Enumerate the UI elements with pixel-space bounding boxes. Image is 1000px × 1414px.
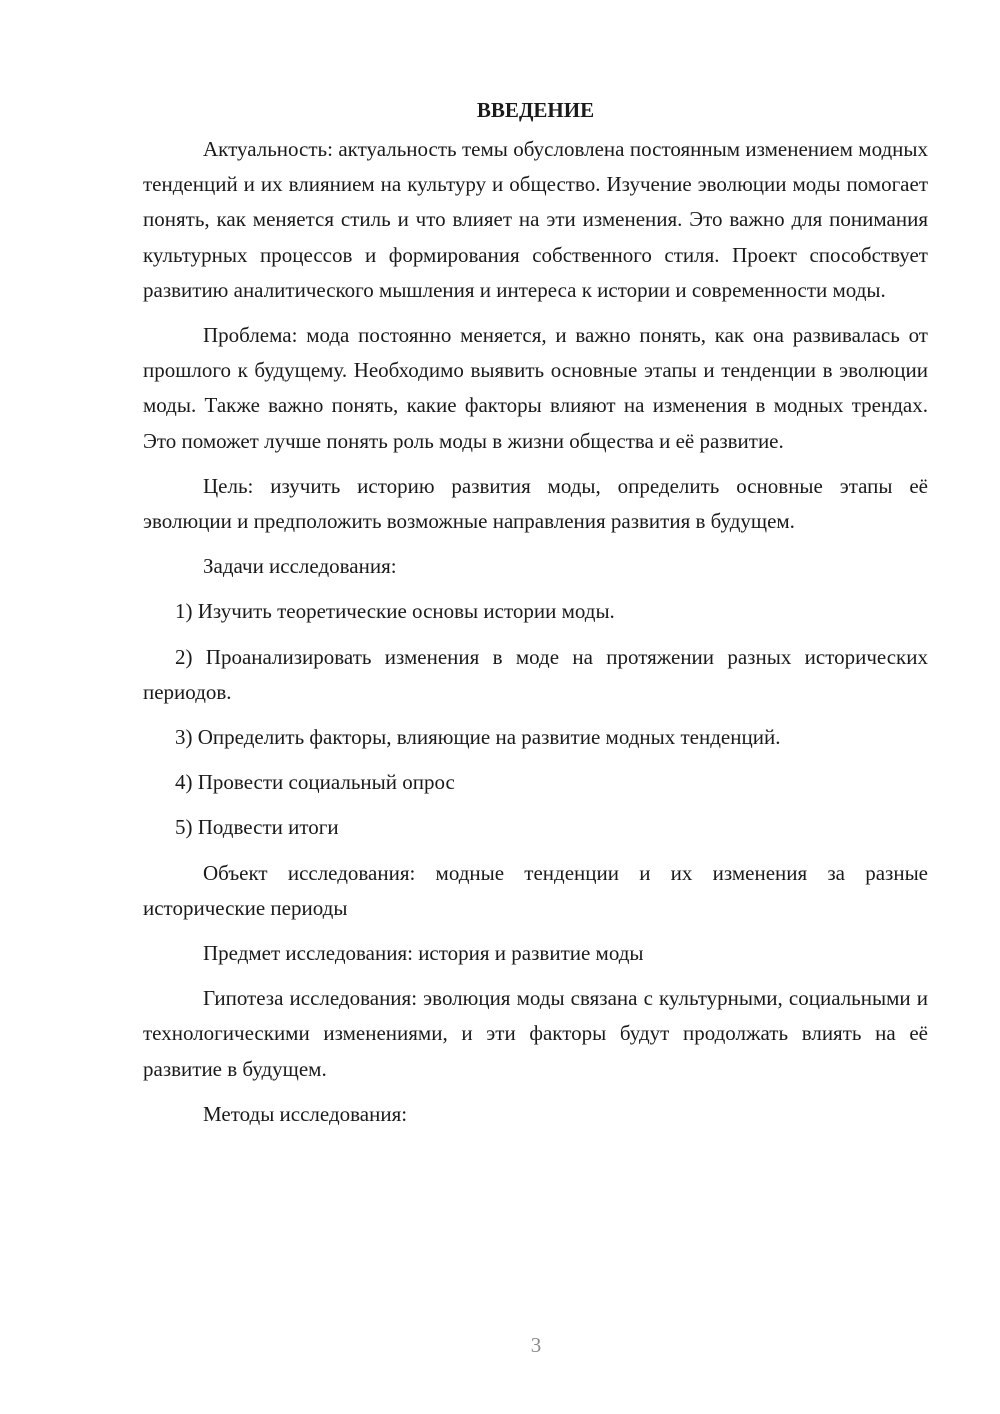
paragraph-subject: Предмет исследования: история и развитие моды [203,941,644,966]
page-content [143,92,928,1142]
task-item-5: 5) Подвести итоги [175,815,339,840]
paragraph-goal: Цель: изучить историю развития моды, определить основные этапы её эволюции и предположить возможные направления развития в будущем. [143,473,928,534]
paragraph-tasks-title: Задачи исследования: [203,554,397,579]
paragraph-methods: Методы исследования: [203,1101,408,1126]
task-item-2: 2) Проанализировать изменения в моде на протяжении разных исторических периодов. [143,644,928,704]
task-item-4: 4) Провести социальный опрос [175,770,455,795]
paragraph-problem: Проблема: мода постоянно меняется, и важно понять, как она развивалась от прошлого к будущему. Необходимо выявить основные этапы и тенденции в эволюции моды. Также важно понять, какие факторы влияют на изменения в модных трендах. Это поможет лучше понять роль моды в жизни общества и её развитие. [143,323,928,453]
task-item-1: 1) Изучить теоретические основы истории моды. [175,599,615,624]
page-number: 3 [530,1333,542,1357]
section-heading: ВВЕДЕНИЕ [476,98,595,122]
paragraph-relevance: Актуальность: актуальность темы обусловлена постоянным изменением модных тенденций и их влиянием на культуру и общество. Изучение эволюции моды помогает понять, как меняется стиль и что влияет на эти изменения. Это важно для понимания культурных процессов и формирования собственного стиля. Проект способствует развитию аналитического мышления и интереса к истории и современности моды. [143,137,928,302]
paragraph-object: Объект исследования: модные тенденции и их изменения за разные исторические периоды [143,860,928,920]
task-item-3: 3) Определить факторы, влияющие на развитие модных тенденций. [175,725,781,750]
paragraph-hypothesis: Гипотеза исследования: эволюция моды связана с культурными, социальными и технологическими изменениями, и эти факторы будут продолжать влиять на её развитие в будущем. [143,986,928,1081]
